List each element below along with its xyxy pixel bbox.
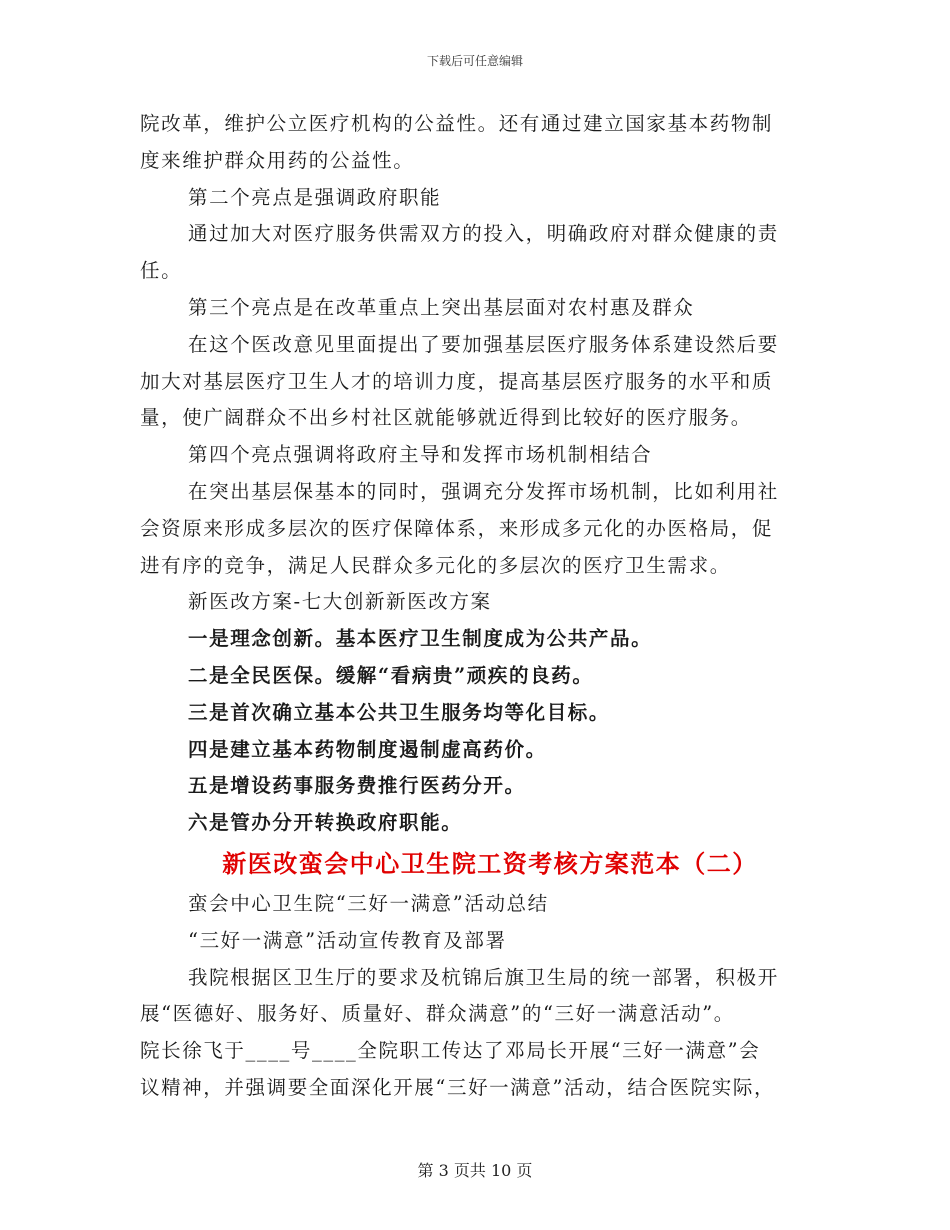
paragraph-line: 展“医德好、服务好、质量好、群众满意”的“三好一满意活动”。 (140, 1002, 735, 1026)
paragraph-line: 院长徐飞于____号____全院职工传达了邓局长开展“三好一满意”会 (140, 1039, 761, 1063)
section-title: 新医改蛮会中心卫生院工资考核方案范本（二） (222, 848, 758, 878)
paragraph-line: 在这个医改意见里面提出了要加强基层医疗服务体系建设然后要 (188, 332, 779, 356)
paragraph-block-1 (140, 106, 812, 842)
paragraph-line: “三好一满意”活动宣传教育及部署 (188, 928, 507, 952)
paragraph-line: 度来维护群众用药的公益性。 (140, 148, 415, 172)
paragraph-line: 六是管办分开转换政府职能。 (188, 811, 463, 835)
paragraph-line: 五是增设药事服务费推行医药分开。 (188, 774, 526, 798)
page-header: 下载后可任意编辑 (426, 54, 523, 68)
paragraph-line: 会资原来形成多层次的医疗保障体系，来形成多元化的办医格局，促 (140, 516, 774, 540)
page-footer: 第 3 页共 10 页 (417, 1161, 533, 1180)
paragraph-line: 进有序的竞争，满足人民群众多元化的多层次的医疗卫生需求。 (140, 553, 731, 577)
paragraph-line: 我院根据区卫生厅的要求及杭锦后旗卫生局的统一部署，积极开 (188, 965, 779, 989)
paragraph-line: 议精神，并强调要全面深化开展“三好一满意”活动，结合医院实际， (140, 1075, 776, 1099)
paragraph-line: 任。 (140, 259, 183, 283)
paragraph-line: 新医改方案-七大创新新医改方案 (188, 590, 492, 614)
paragraph-line: 在突出基层保基本的同时，强调充分发挥市场机制，比如利用社 (188, 479, 779, 503)
document-body (140, 106, 812, 1107)
paragraph-line: 一是理念创新。基本医疗卫生制度成为公共产品。 (188, 627, 653, 651)
paragraph-line: 蛮会中心卫生院“三好一满意”活动总结 (188, 891, 549, 915)
paragraph-line: 第四个亮点强调将政府主导和发挥市场机制相结合 (188, 443, 653, 467)
paragraph-line: 加大对基层医疗卫生人才的培训力度，提高基层医疗服务的水平和质 (140, 369, 774, 393)
paragraph-line: 通过加大对医疗服务供需双方的投入，明确政府对群众健康的责 (188, 222, 779, 246)
paragraph-line: 量，使广阔群众不出乡村社区就能够就近得到比较好的医疗服务。 (140, 406, 752, 430)
paragraph-line: 第三个亮点是在改革重点上突出基层面对农村惠及群众 (188, 295, 695, 319)
paragraph-line: 三是首次确立基本公共卫生服务均等化目标。 (188, 700, 611, 724)
paragraph-line: 第二个亮点是强调政府职能 (188, 185, 442, 209)
paragraph-line: 院改革，维护公立医疗机构的公益性。还有通过建立国家基本药物制 (140, 112, 774, 135)
paragraph-line: 二是全民医保。缓解“看病贵”顽疾的良药。 (188, 663, 594, 687)
paragraph-line: 四是建立基本药物制度遏制虚高药价。 (188, 737, 547, 761)
paragraph-block-2 (140, 886, 812, 1107)
